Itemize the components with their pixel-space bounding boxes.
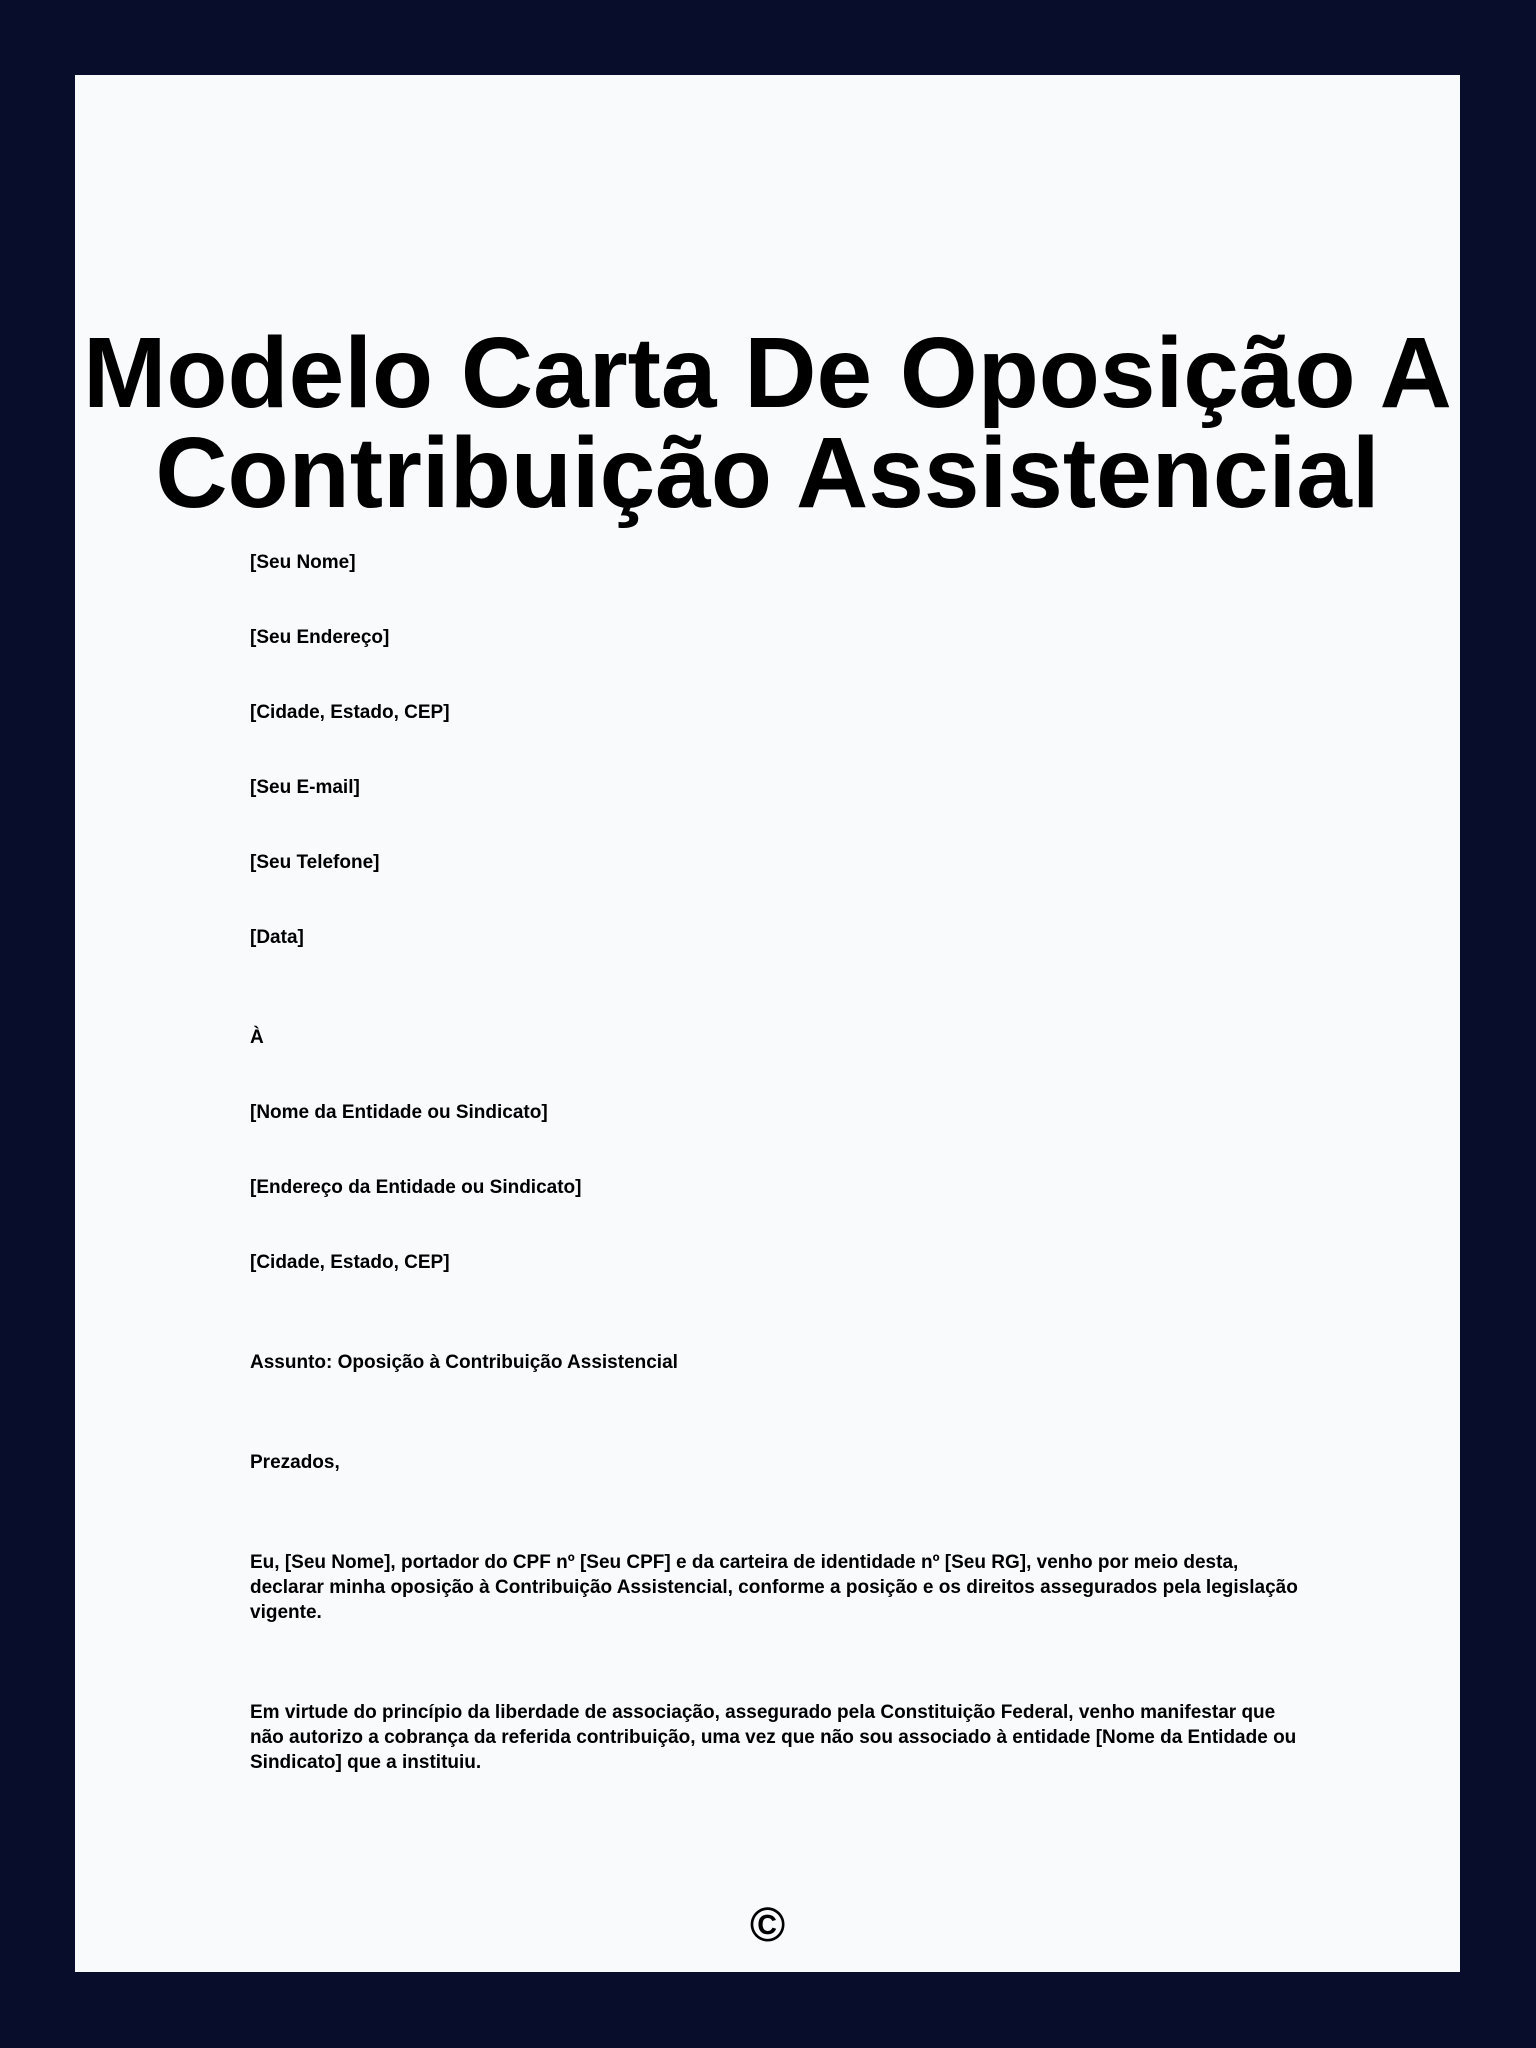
sender-email: [Seu E-mail] bbox=[250, 777, 360, 798]
recipient-salutation: À bbox=[250, 1027, 264, 1048]
letter-paragraph-1: Eu, [Seu Nome], portador do CPF nº [Seu CPF] e da carteira de identidade nº [Seu RG], venho por meio desta, declarar minha oposição à Contribuição Assistencial, conforme a posição e os direitos assegurados pela legislação vigente. bbox=[250, 1552, 1298, 1623]
copyright-icon: © bbox=[749, 1899, 786, 1952]
page-title-line-2: Contribuição Assistencial bbox=[155, 417, 1380, 529]
sender-address: [Seu Endereço] bbox=[250, 627, 390, 648]
letter-paragraph-2: Em virtude do princípio da liberdade de associação, assegurado pela Constituição Federal, venho manifestar que não autorizo a cobrança da referida contribuição, uma vez que não sou associado à entidade [Nome da Entidade ou Sindicato] que a instituiu. bbox=[250, 1702, 1297, 1773]
page-title-line-1: Modelo Carta De Oposição A bbox=[83, 317, 1452, 429]
page-title bbox=[75, 317, 1460, 529]
letter-date: [Data] bbox=[250, 927, 304, 948]
document-page bbox=[75, 75, 1460, 1972]
recipient-address: [Endereço da Entidade ou Sindicato] bbox=[250, 1177, 582, 1198]
recipient-entity: [Nome da Entidade ou Sindicato] bbox=[250, 1102, 548, 1123]
letter-greeting: Prezados, bbox=[250, 1452, 340, 1473]
sender-phone: [Seu Telefone] bbox=[250, 852, 380, 873]
recipient-city: [Cidade, Estado, CEP] bbox=[250, 1252, 450, 1273]
sender-city: [Cidade, Estado, CEP] bbox=[250, 702, 450, 723]
letter-subject: Assunto: Oposição à Contribuição Assistencial bbox=[250, 1352, 678, 1373]
sender-name: [Seu Nome] bbox=[250, 552, 356, 573]
